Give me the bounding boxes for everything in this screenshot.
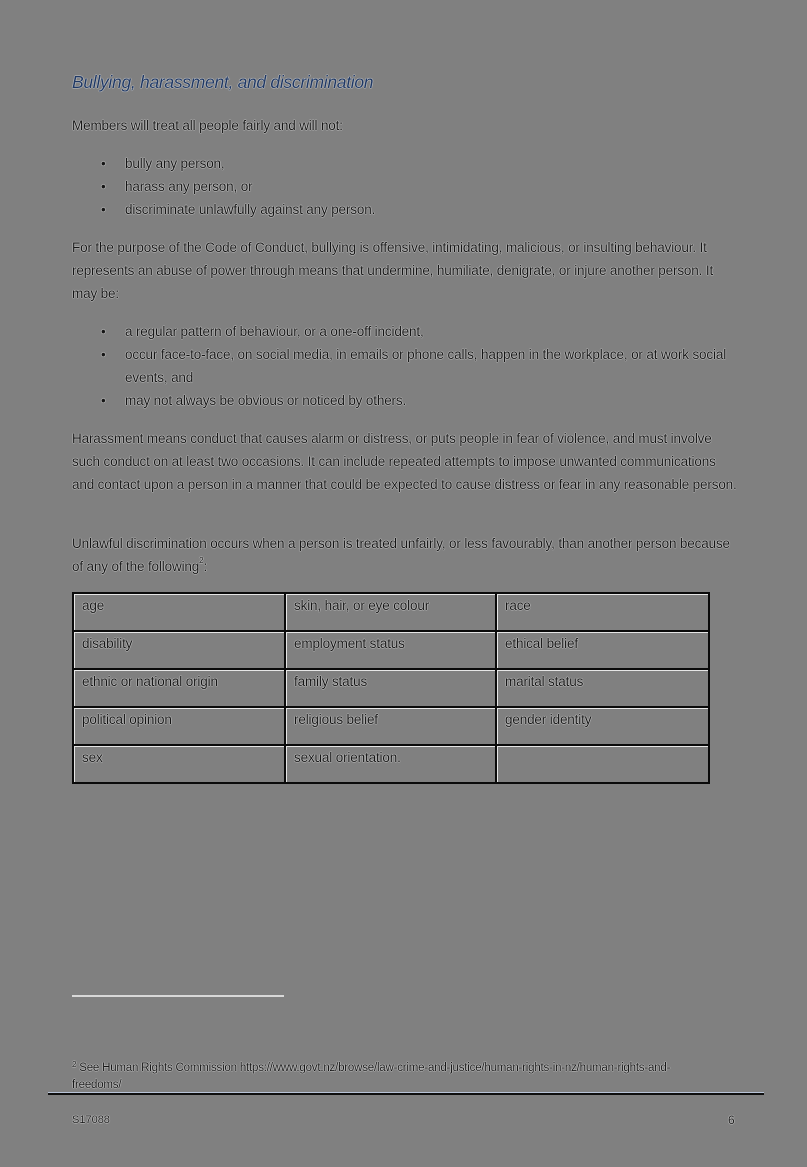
- table-cell: skin, hair, or eye colour: [285, 593, 496, 631]
- footnote-reference[interactable]: 2: [199, 556, 204, 565]
- list-item: [72, 152, 737, 175]
- bullet-icon: •: [101, 347, 106, 362]
- intro-bullet-list: [72, 152, 737, 221]
- list-item-text: occur face-to-face, on social media, in emails or phone calls, happen in the workplace, or at work social events, and: [125, 347, 727, 385]
- footnote: [72, 1060, 712, 1094]
- bullet-icon: •: [101, 179, 106, 194]
- bullet-icon: •: [101, 393, 106, 408]
- discrimination-suffix: :: [203, 559, 208, 574]
- footnote-separator: [72, 995, 284, 997]
- bullying-bullet-list: [72, 320, 737, 412]
- bullet-icon: •: [101, 202, 106, 217]
- table-cell: sex: [73, 745, 285, 783]
- table-cell: gender identity: [496, 707, 709, 745]
- list-item: [72, 389, 737, 412]
- table-cell: political opinion: [73, 707, 285, 745]
- table-cell: ethnic or national origin: [73, 669, 285, 707]
- table-cell: family status: [285, 669, 496, 707]
- table-row: [73, 707, 709, 745]
- table-cell: race: [496, 593, 709, 631]
- table-cell: sexual orientation.: [285, 745, 496, 783]
- list-item-text: bully any person,: [125, 156, 225, 171]
- table-row: [73, 745, 709, 783]
- discrimination-grounds-table: [72, 592, 710, 784]
- table-cell: age: [73, 593, 285, 631]
- list-item: [72, 175, 737, 198]
- footer-document-id: S17088: [72, 1114, 110, 1126]
- list-item-text: a regular pattern of behaviour, or a one-off incident,: [125, 324, 424, 339]
- footer-page-number: 6: [728, 1113, 735, 1127]
- list-item-text: may not always be obvious or noticed by others.: [125, 393, 407, 408]
- footer-divider: [48, 1093, 764, 1095]
- bullet-icon: •: [101, 324, 106, 339]
- intro-paragraph: Members will treat all people fairly and will not:: [72, 118, 343, 133]
- table-cell: religious belief: [285, 707, 496, 745]
- bullying-definition-paragraph: For the purpose of the Code of Conduct, bullying is offensive, intimidating, malicious, or insulting behaviour. It represents an abuse of power through means that undermine, humiliate, denigrate, or injure another person. It may be:: [72, 240, 714, 301]
- table-cell: employment status: [285, 631, 496, 669]
- table-cell: disability: [73, 631, 285, 669]
- table-row: [73, 631, 709, 669]
- table-cell: marital status: [496, 669, 709, 707]
- bullet-icon: •: [101, 156, 106, 171]
- list-item: [72, 198, 737, 221]
- list-item: [72, 320, 737, 343]
- table-cell: ethical belief: [496, 631, 709, 669]
- discrimination-text: Unlawful discrimination occurs when a person is treated unfairly, or less favourably, than another person because of any of the following: [72, 536, 730, 574]
- table-row: [73, 593, 709, 631]
- footnote-text[interactable]: See Human Rights Commission https://www.govt.nz/browse/law-crime-and-justice/human-rights-in-nz/human-rights-and-freedoms/: [72, 1062, 671, 1091]
- discrimination-definition-paragraph: [72, 532, 737, 578]
- list-item: [72, 343, 737, 389]
- list-item-text: discriminate unlawfully against any person.: [125, 202, 376, 217]
- table-cell: [496, 745, 709, 783]
- harassment-definition-paragraph: Harassment means conduct that causes alarm or distress, or puts people in fear of violence, and must involve such conduct on at least two occasions. It can include repeated attempts to impose unwanted communications and contact upon a person in a manner that could be expected to cause distress or fear in any reasonable person.: [72, 431, 737, 492]
- table-row: [73, 669, 709, 707]
- section-heading: Bullying, harassment, and discrimination: [72, 72, 374, 92]
- list-item-text: harass any person, or: [125, 179, 253, 194]
- footnote-number: 2: [72, 1060, 77, 1069]
